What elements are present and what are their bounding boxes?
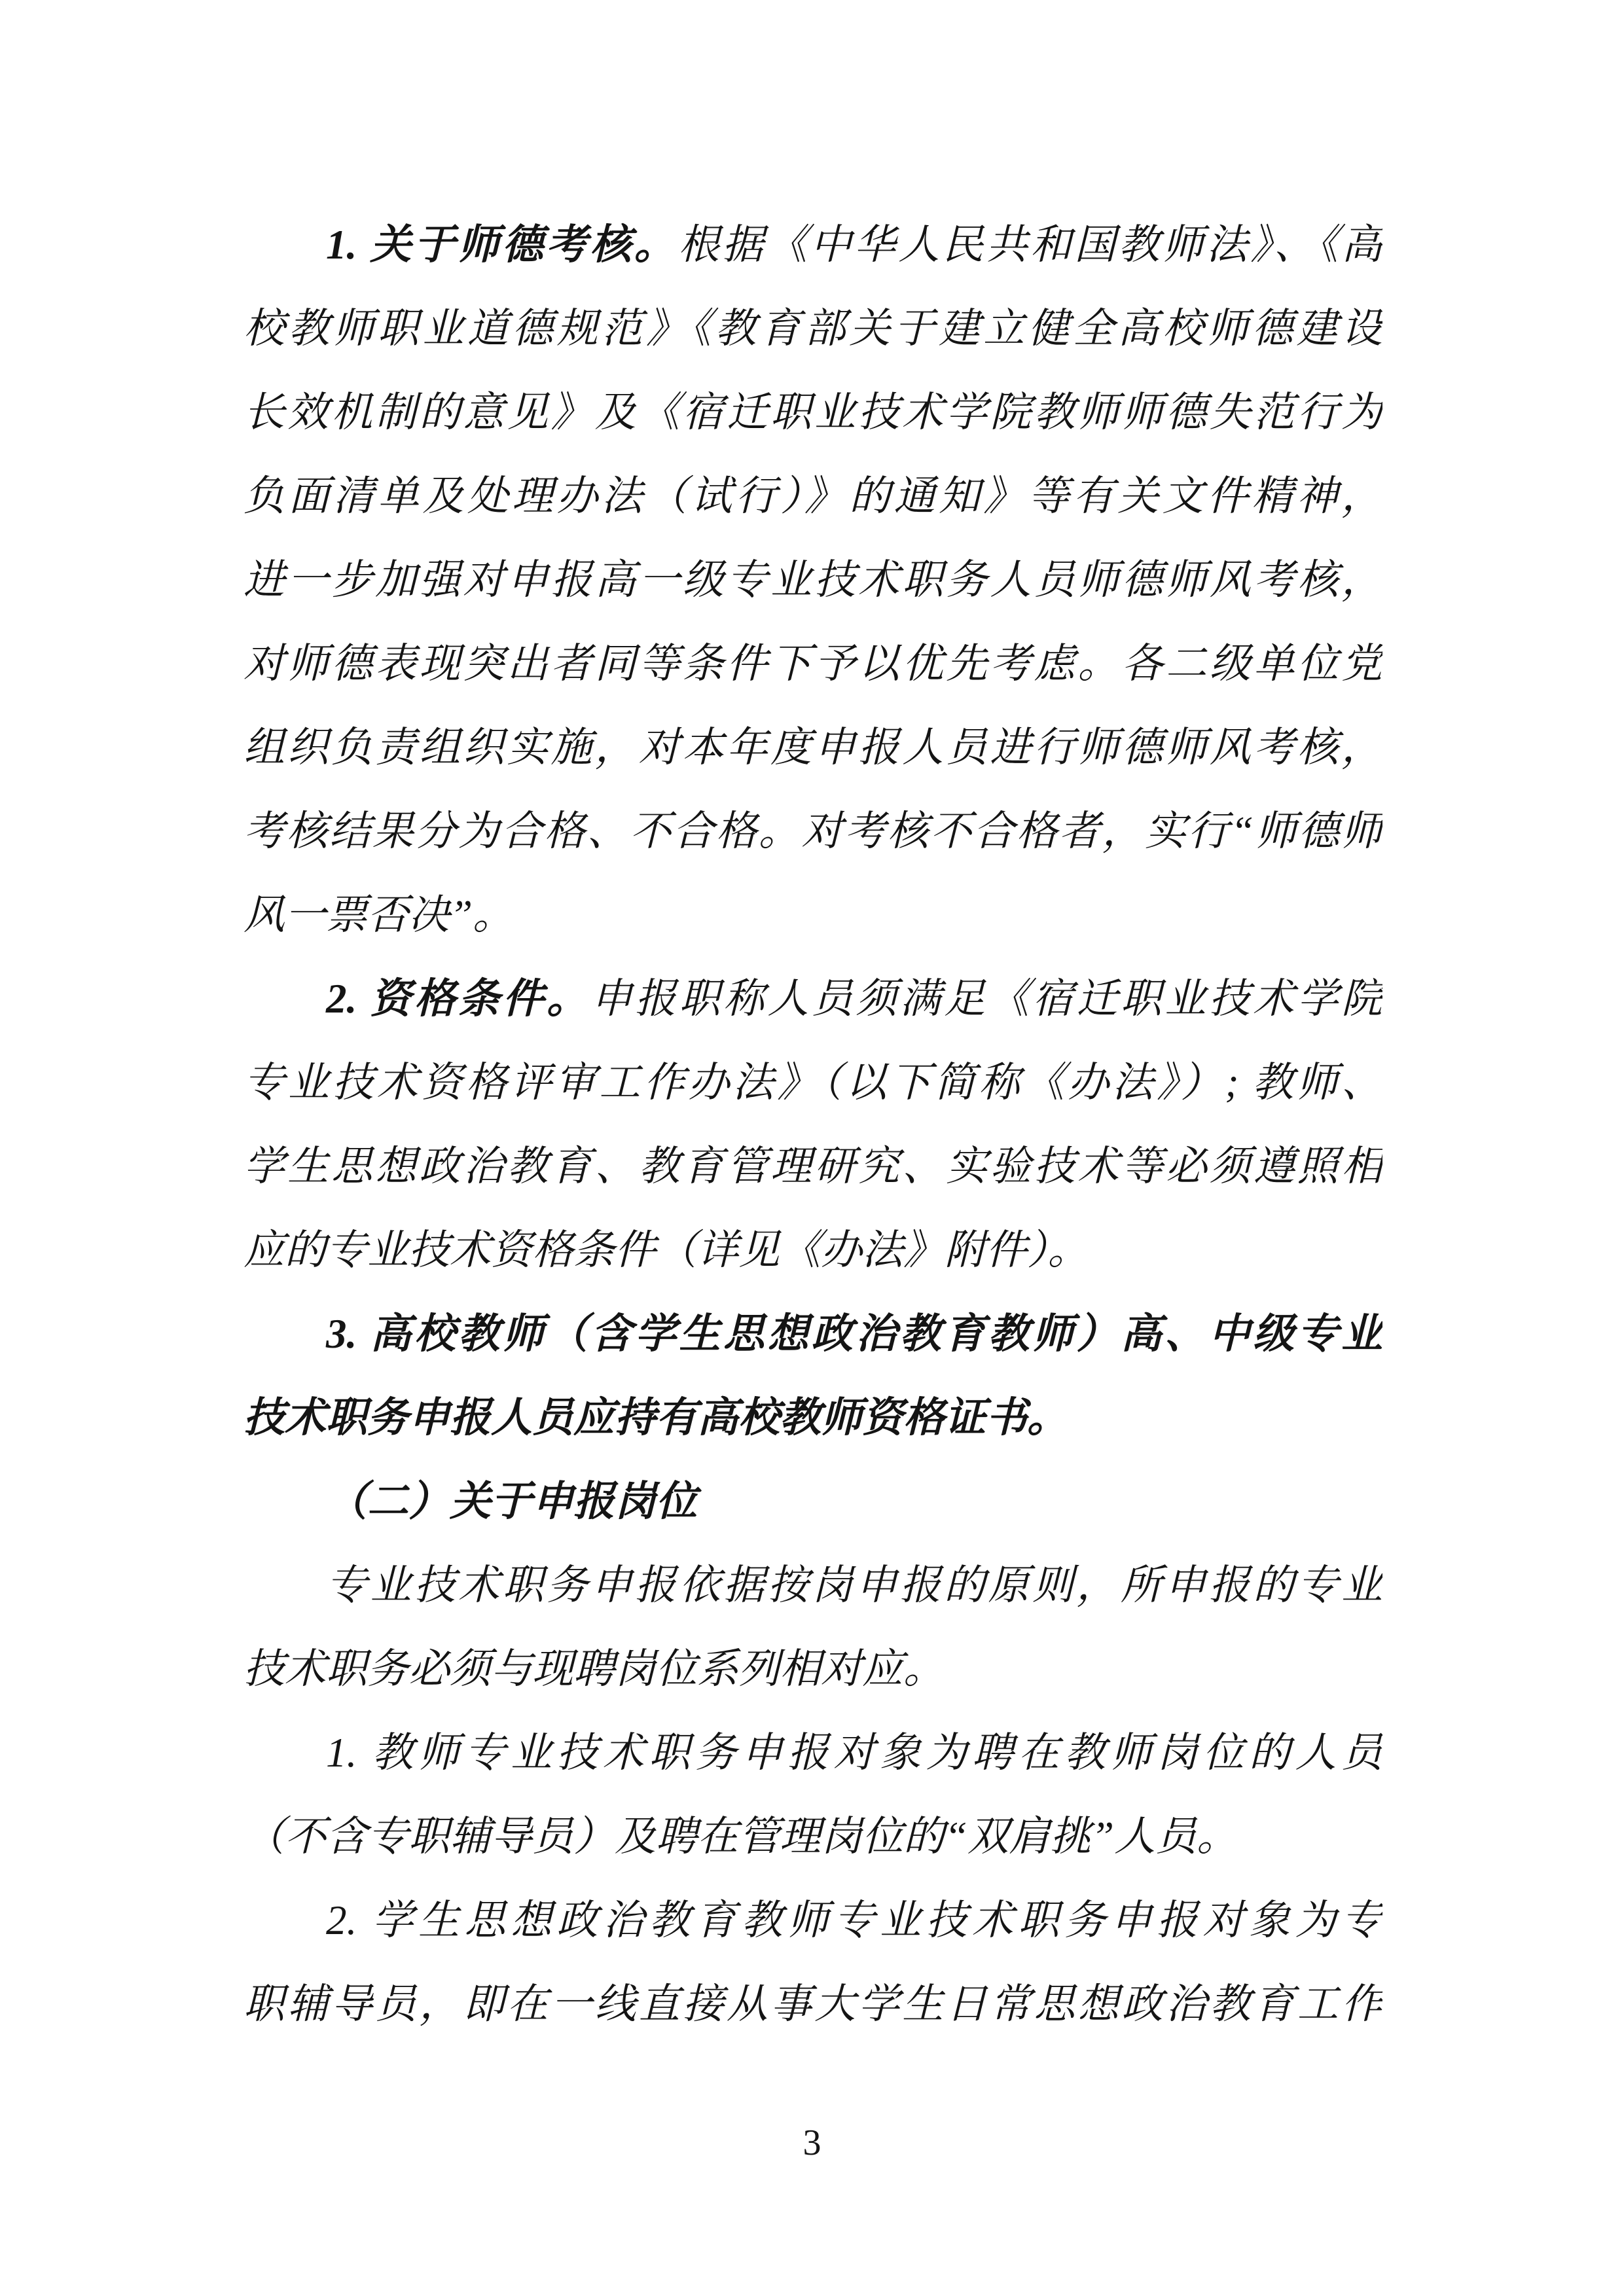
text-line	[244, 454, 1382, 538]
bold-text-segment: （二）关于申报岗位	[326, 1479, 697, 1524]
text-segment: 根据《中华人民共和国教师法》、《高	[678, 222, 1382, 268]
text-line	[244, 789, 1382, 873]
page-number: 3	[803, 2123, 821, 2163]
text-line	[244, 622, 1382, 706]
paragraph	[244, 1292, 1382, 1460]
text-segment: 1. 教师专业技术职务申报对象为聘在教师岗位的人员	[326, 1730, 1382, 1776]
text-line	[244, 873, 1382, 957]
text-line	[244, 1543, 1382, 1627]
text-line	[244, 1878, 1382, 1962]
text-line	[244, 1627, 1382, 1711]
document-body	[244, 203, 1382, 2046]
text-segment: 风一票否决”。	[244, 892, 514, 938]
text-segment: 专业技术资格评审工作办法》（以下简称《办法》）; 教师、	[244, 1060, 1382, 1105]
text-segment: 应的专业技术资格条件（详见《办法》附件）。	[244, 1227, 1089, 1273]
paragraph	[244, 1543, 1382, 1711]
text-line	[244, 203, 1382, 287]
text-line	[244, 706, 1382, 789]
bold-text-segment: 技术职务申报人员应持有高校教师资格证书。	[244, 1395, 1068, 1441]
text-line	[244, 1376, 1382, 1460]
paragraph	[244, 1878, 1382, 2046]
text-segment: 组织负责组织实施，对本年度申报人员进行师德师风考核，	[244, 725, 1382, 770]
text-line	[244, 287, 1382, 370]
text-segment: 长效机制的意见》及《宿迁职业技术学院教师师德失范行为	[244, 389, 1382, 435]
text-segment: 校教师职业道德规范》《教育部关于建立健全高校师德建设	[244, 306, 1382, 351]
text-line	[244, 1460, 1382, 1543]
paragraph	[244, 203, 1382, 957]
text-segment: 对师德表现突出者同等条件下予以优先考虑。各二级单位党	[244, 641, 1382, 687]
text-segment: 申报职称人员须满足《宿迁职业技术学院	[590, 976, 1382, 1022]
text-line	[244, 1124, 1382, 1208]
bold-text-segment: 3. 高校教师（含学生思想政治教育教师）高、中级专业	[326, 1311, 1382, 1357]
text-line	[244, 1711, 1382, 1795]
text-line	[244, 1041, 1382, 1124]
text-segment: 职辅导员，即在一线直接从事大学生日常思想政治教育工作	[244, 1981, 1382, 2027]
text-line	[244, 1208, 1382, 1292]
text-segment: 负面清单及处理办法（试行）》的通知》等有关文件精神，	[244, 473, 1382, 519]
text-line	[244, 370, 1382, 454]
bold-text-segment: 2. 资格条件。	[326, 976, 591, 1022]
paragraph	[244, 1711, 1382, 1878]
bold-text-segment: 1. 关于师德考核。	[326, 222, 678, 268]
text-segment: 专业技术职务申报依据按岗申报的原则，所申报的专业	[326, 1562, 1382, 1608]
text-segment: 进一步加强对申报高一级专业技术职务人员师德师风考核，	[244, 557, 1382, 603]
text-segment: （不含专职辅导员）及聘在管理岗位的“双肩挑”人员。	[244, 1814, 1238, 1859]
paragraph	[244, 1460, 1382, 1543]
text-line	[244, 1292, 1382, 1376]
text-line	[244, 538, 1382, 622]
paragraph	[244, 957, 1382, 1292]
text-segment: 技术职务必须与现聘岗位系列相对应。	[244, 1646, 945, 1692]
text-line	[244, 957, 1382, 1041]
text-segment: 2. 学生思想政治教育教师专业技术职务申报对象为专	[326, 1897, 1382, 1943]
text-line	[244, 1962, 1382, 2046]
text-segment: 考核结果分为合格、不合格。对考核不合格者，实行“师德师	[244, 808, 1382, 854]
text-segment: 学生思想政治教育、教育管理研究、实验技术等必须遵照相	[244, 1143, 1382, 1189]
text-line	[244, 1795, 1382, 1878]
